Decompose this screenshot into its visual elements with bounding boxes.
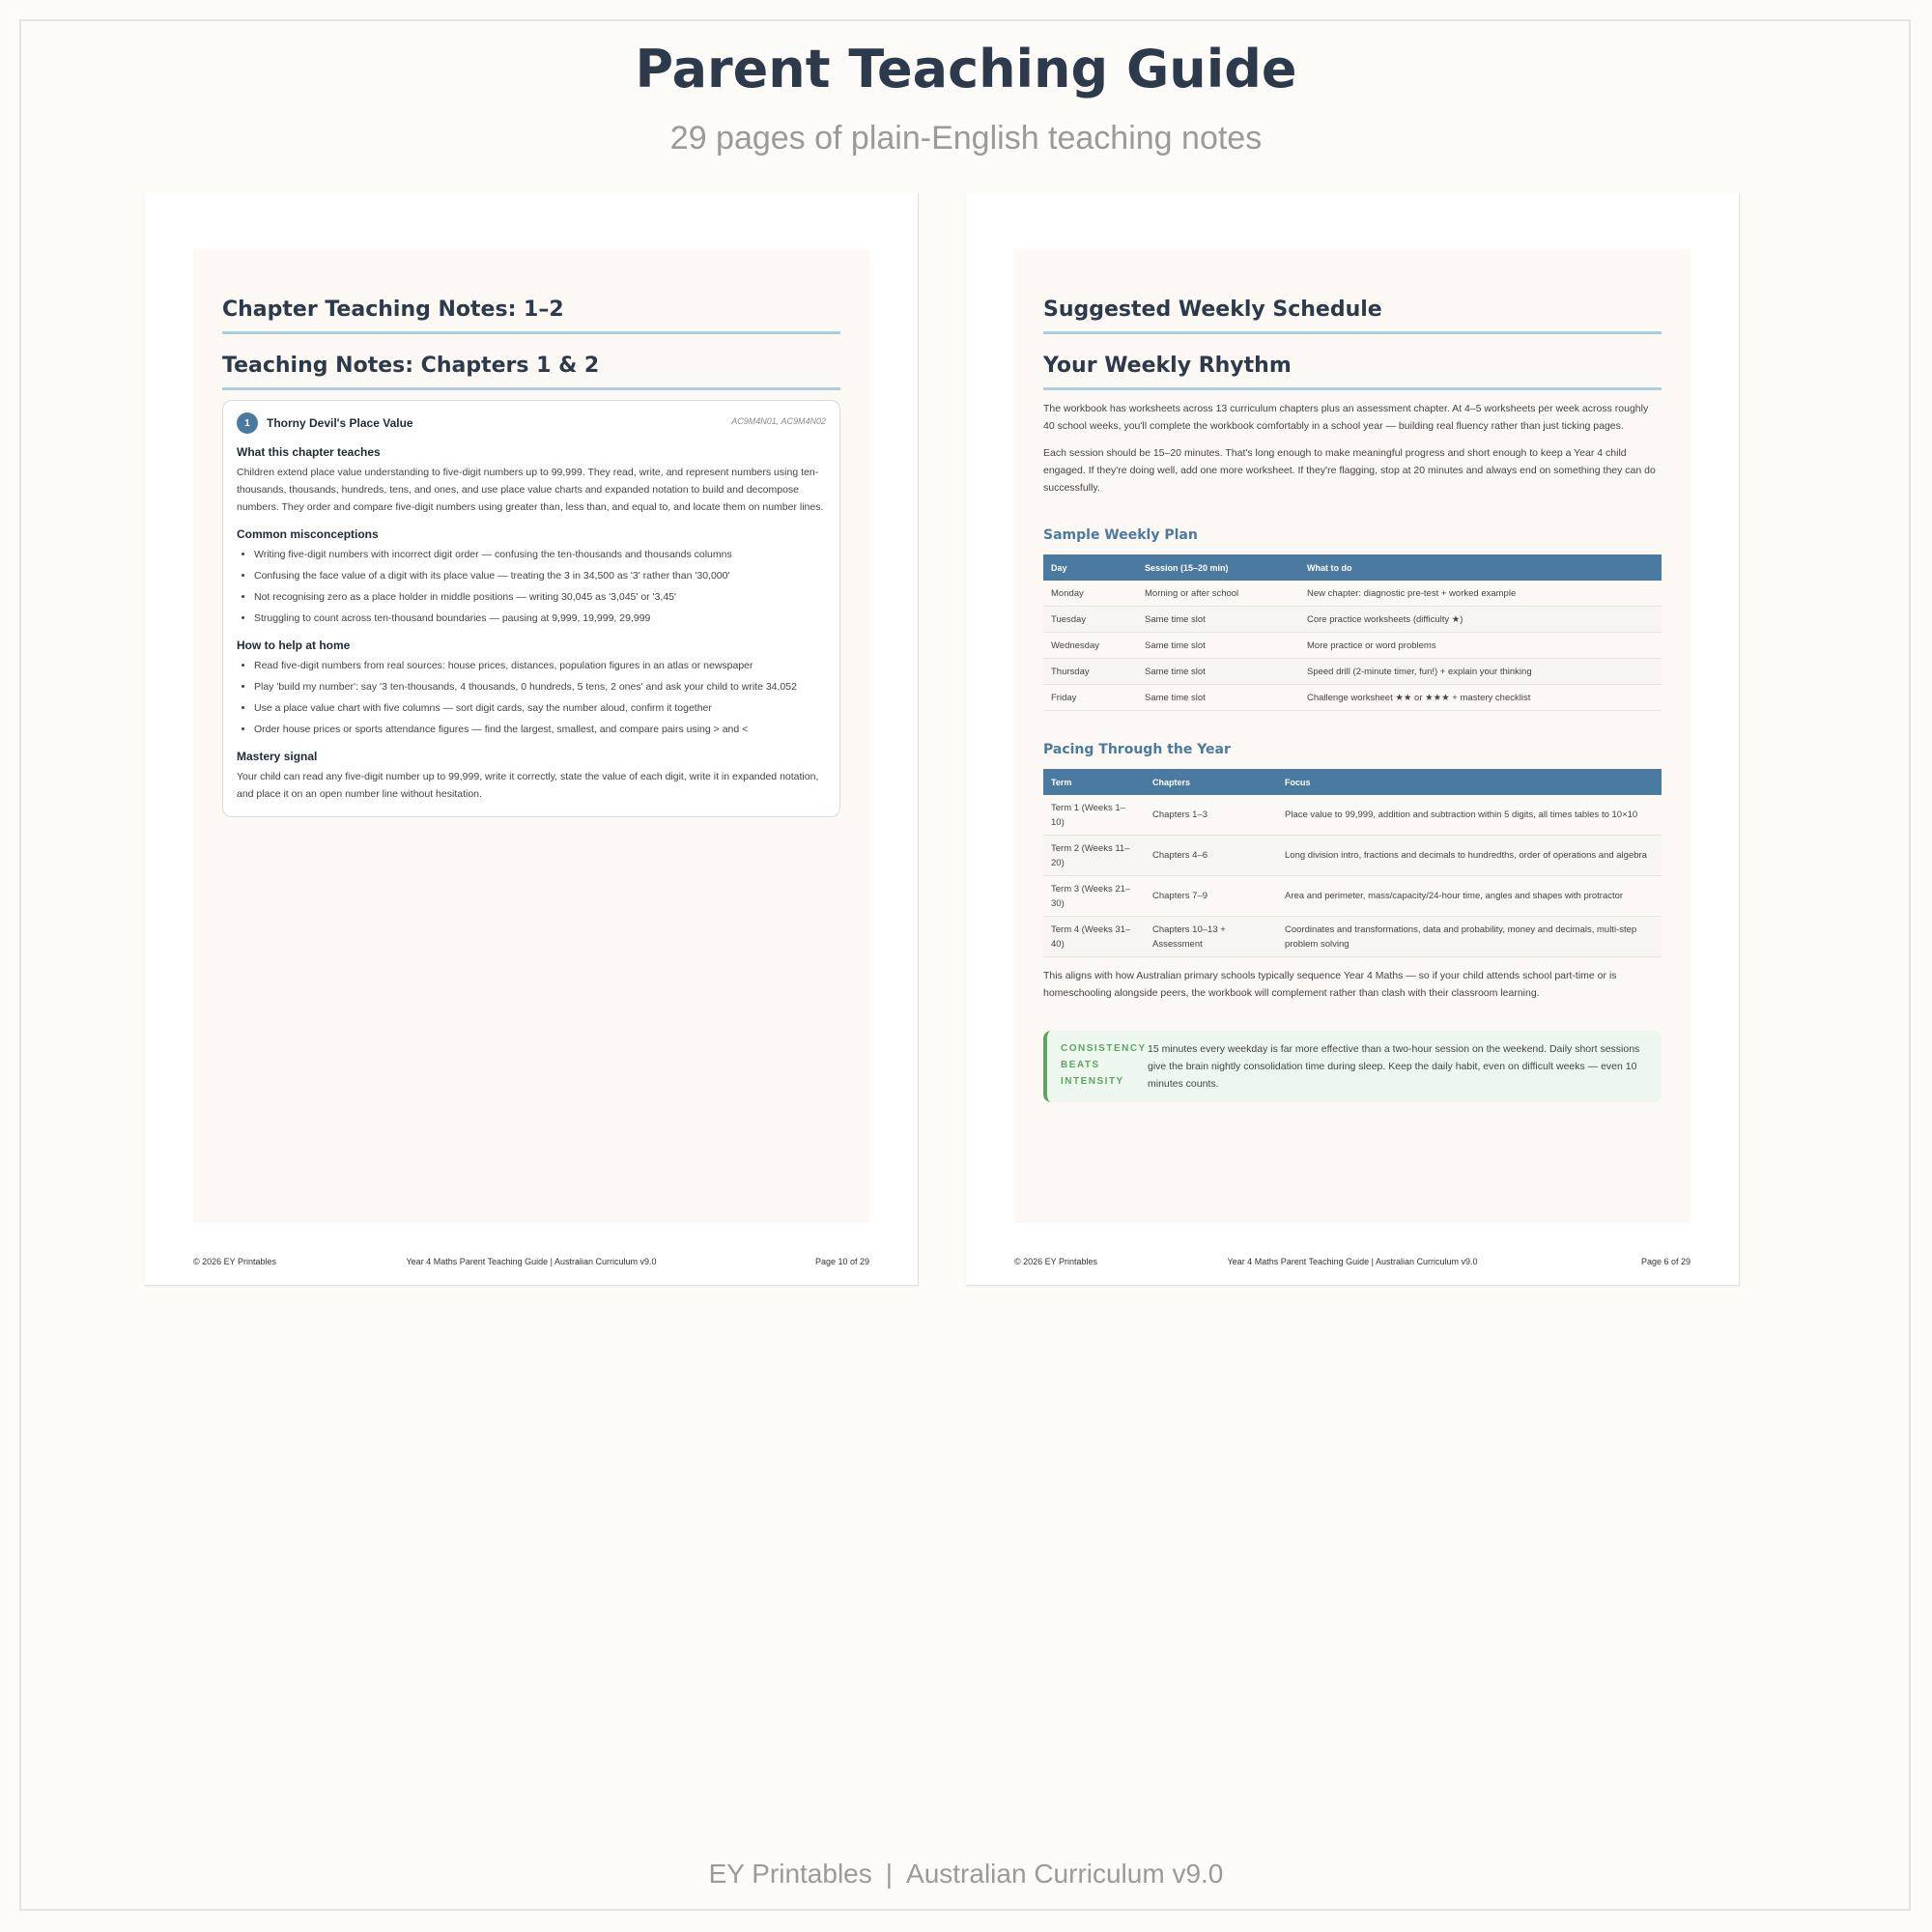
table-header-row [1043,554,1662,581]
chapter-subheading: Teaching Notes: Chapters 1 & 2 [222,354,840,390]
section-heading-help: How to help at home [237,639,351,652]
list-item: • Use a place value chart with five columns — sort digit cards, say the number aloud, confirm it together [254,700,826,717]
chapter-title: Thorny Devil's Place Value [267,416,413,430]
list-item: • Play 'build my number': say '3 ten-thousands, 4 thousands, 0 hundreds, 5 tens, 2 ones' and ask your child to write 34,052 [254,679,826,696]
table-row [1043,795,1662,836]
section-heading-teaches: What this chapter teaches [237,445,381,459]
list-item: • Confusing the face value of a digit with its place value — treating the 3 in 34,500 as '3' rather than '30,000' [254,568,826,584]
session-paragraph: Each session should be 15–20 minutes. That's long enough to make meaningful progress and short enough to keep a Year 4 child engaged. If they're doing well, add one more worksheet. If they're flagging, stop at 20 minutes and always end on something they can do successfully. [1043,447,1656,494]
list-item: • Not recognising zero as a place holder in middle positions — writing 30,045 as '3,045' or '3,45' [254,589,826,606]
table-cell: Chapters 1–3 [1145,795,1277,836]
alignment-paragraph: This aligns with how Australian primary schools typically sequence Year 4 Maths — so if your child attends school part-time or is homeschooling alongside peers, the workbook will complement rather than clash with their classroom learning. [1043,970,1617,999]
brand-footer [0,1859,1932,1889]
table-cell: Challenge worksheet ★★ or ★★★ + mastery checklist [1299,685,1662,711]
column-header: Focus [1277,769,1662,795]
footer-copyright: © 2026 EY Printables [1014,1257,1098,1266]
footer-separator: | [885,1859,894,1889]
table-row [1043,836,1662,876]
table-cell: More practice or word problems [1299,633,1662,659]
table-cell: Area and perimeter, mass/capacity/24-hour time, angles and shapes with protractor [1277,876,1662,917]
chapter-heading: Chapter Teaching Notes: 1–2 [222,298,840,334]
table-row [1043,607,1662,633]
column-header: Day [1043,554,1137,581]
table-cell: Term 3 (Weeks 21–30) [1043,876,1145,917]
help-list [237,658,826,738]
footer-copyright: © 2026 EY Printables [193,1257,277,1266]
footer-doc-title: Year 4 Maths Parent Teaching Guide | Australian Curriculum v9.0 [406,1257,657,1266]
footer-page-number: Page 10 of 29 [814,1257,869,1266]
table-cell: New chapter: diagnostic pre-test + worked example [1299,581,1662,607]
table-row [1043,659,1662,685]
table-cell: Same time slot [1137,685,1299,711]
page-title: Parent Teaching Guide [635,39,1297,99]
table-row [1043,917,1662,957]
table-cell: Coordinates and transformations, data and probability, money and decimals, multi-step problem solving [1277,917,1662,957]
table-header-row [1043,769,1662,795]
chapter-number-badge: 1 [237,412,258,434]
teaches-text: Children extend place value understanding to five-digit numbers up to 99,999. They read, write, and represent numbers using ten-thousands, thousands, hundreds, tens, and ones, and use place value charts and expanded notation to build and decompose numbers. They order and compare five-digit numbers using greater than, less than, and equal to, and locate them on number lines. [237,467,824,513]
section-heading-mastery: Mastery signal [237,750,318,763]
table-cell: Wednesday [1043,633,1137,659]
column-header: Session (15–20 min) [1137,554,1299,581]
preview-page-right [966,193,1740,1286]
table-cell: Monday [1043,581,1137,607]
table-cell: Friday [1043,685,1137,711]
pacing-heading: Pacing Through the Year [1043,742,1231,757]
table-cell: Thursday [1043,659,1137,685]
table-cell: Same time slot [1137,633,1299,659]
brand-name: EY Printables [708,1859,872,1889]
tip-callout [1043,1031,1662,1102]
preview-page-left [145,193,919,1286]
page-content-area [1014,249,1690,1223]
column-header: Chapters [1145,769,1277,795]
schedule-subheading: Your Weekly Rhythm [1043,354,1662,390]
table-cell: Term 2 (Weeks 11–20) [1043,836,1145,876]
list-item: • Read five-digit numbers from real sources: house prices, distances, population figures in an atlas or newspaper [254,658,826,674]
table-cell: Chapters 4–6 [1145,836,1277,876]
curriculum-label: Australian Curriculum v9.0 [906,1859,1224,1889]
footer-doc-title: Year 4 Maths Parent Teaching Guide | Australian Curriculum v9.0 [1227,1257,1478,1266]
table-cell: Long division intro, fractions and decimals to hundredths, order of operations and algebra [1277,836,1662,876]
weekly-plan-heading: Sample Weekly Plan [1043,527,1198,543]
section-heading-misconceptions: Common misconceptions [237,527,379,541]
table-cell: Tuesday [1043,607,1137,633]
list-item: • Order house prices or sports attendance figures — find the largest, smallest, and compare pairs using > and < [254,722,826,738]
table-cell: Place value to 99,999, addition and subtraction within 5 digits, all times tables to 10×10 [1277,795,1662,836]
table-row [1043,685,1662,711]
pacing-table [1043,769,1662,957]
weekly-plan-table [1043,554,1662,711]
page-subtitle: 29 pages of plain-English teaching notes [669,120,1263,156]
table-row [1043,581,1662,607]
callout-text: 15 minutes every weekday is far more effective than a two-hour session on the weekend. Daily short sessions give the brain nightly consolidation time during sleep. Keep the daily habit, even on difficult weeks — even 10 minutes counts. [1148,1043,1640,1090]
page-content-area [193,249,869,1223]
table-cell: Chapters 7–9 [1145,876,1277,917]
table-cell: Term 4 (Weeks 31–40) [1043,917,1145,957]
column-header: Term [1043,769,1145,795]
list-item: • Struggling to count across ten-thousand boundaries — pausing at 9,999, 19,999, 29,999 [254,611,826,627]
table-row [1043,633,1662,659]
table-cell: Chapters 10–13 + Assessment [1145,917,1277,957]
table-cell: Same time slot [1137,659,1299,685]
mastery-text: Your child can read any five-digit number up to 99,999, write it correctly, state the value of each digit, write it in expanded notation, and place it on an open number line without hesitation. [237,771,819,800]
table-row [1043,876,1662,917]
footer-page-number: Page 6 of 29 [1640,1257,1690,1266]
column-header: What to do [1299,554,1662,581]
curriculum-code: AC9M4N01, AC9M4N02 [731,416,826,426]
chapter-card [222,400,840,817]
table-cell: Term 1 (Weeks 1–10) [1043,795,1145,836]
table-cell: Speed drill (2-minute timer, fun!) + explain your thinking [1299,659,1662,685]
schedule-heading: Suggested Weekly Schedule [1043,298,1662,334]
callout-label: CONSISTENCY BEATS INTENSITY [1061,1043,1147,1087]
table-cell: Same time slot [1137,607,1299,633]
list-item: • Writing five-digit numbers with incorrect digit order — confusing the ten-thousands and thousands columns [254,547,826,563]
table-cell: Morning or after school [1137,581,1299,607]
intro-paragraph: The workbook has worksheets across 13 curriculum chapters plus an assessment chapter. At 4–5 worksheets per week across roughly 40 school weeks, you'll complete the workbook comfortably in a school year — building real fluency rather than just ticking pages. [1043,403,1649,432]
table-cell: Core practice worksheets (difficulty ★) [1299,607,1662,633]
misconceptions-list [237,547,826,627]
